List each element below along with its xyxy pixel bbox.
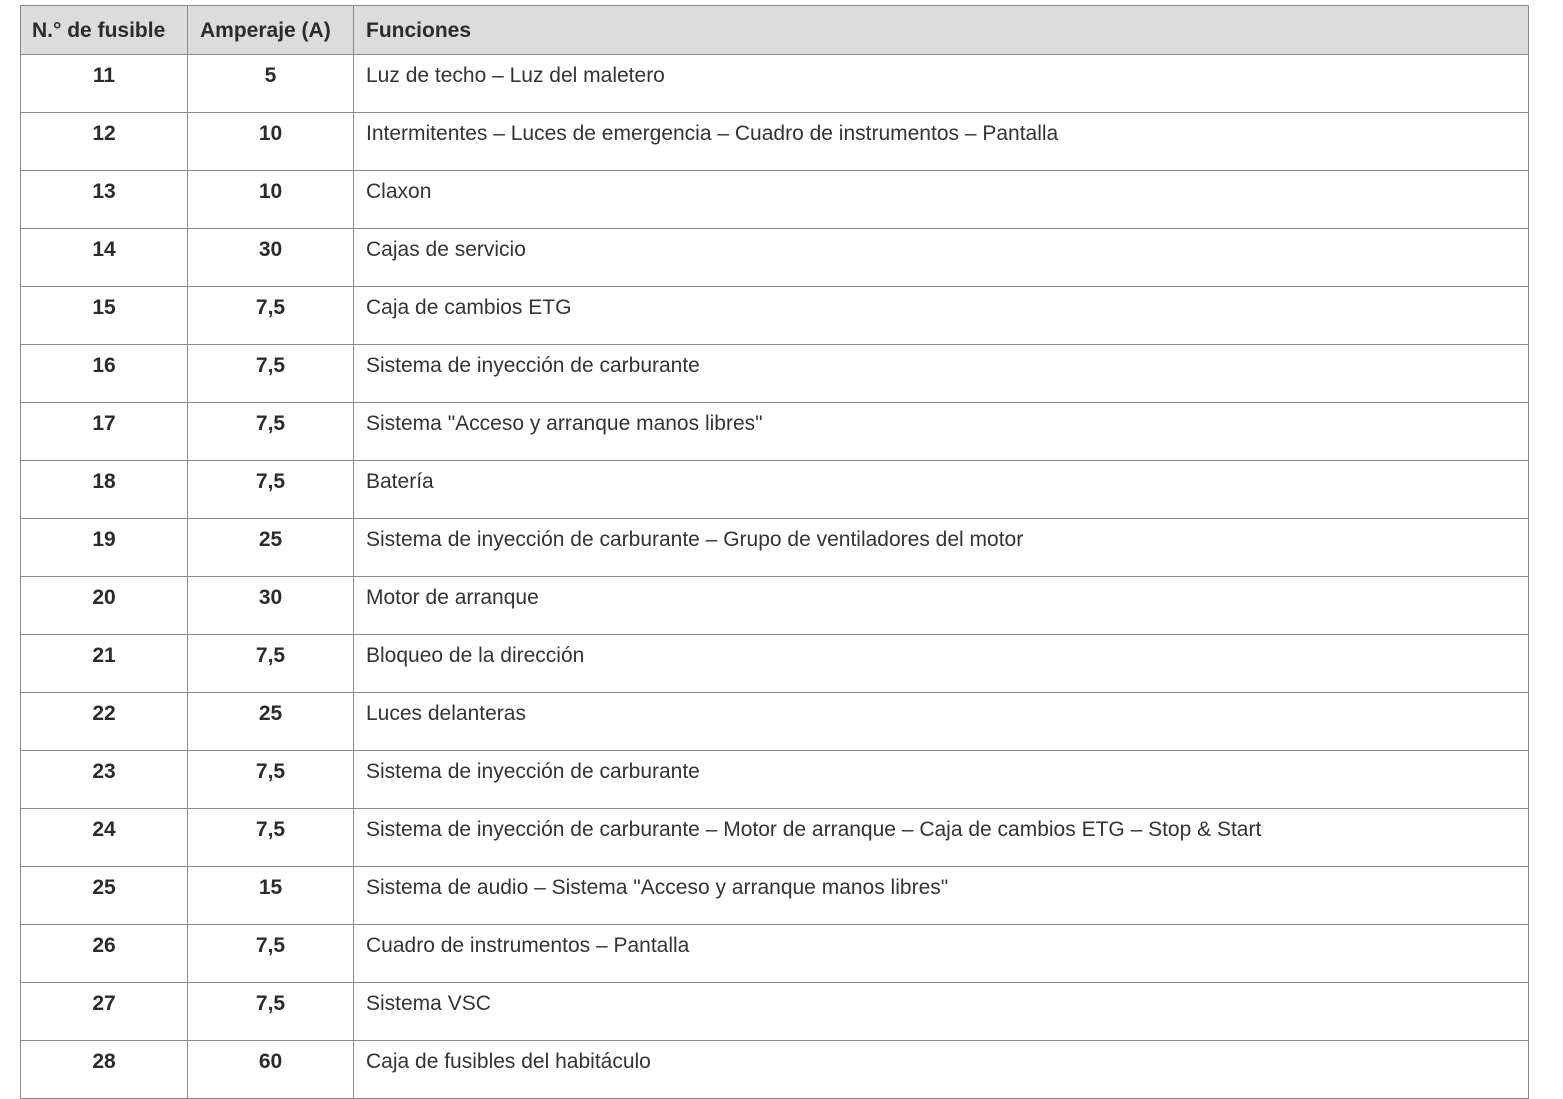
fuse-number-cell: 20 bbox=[21, 577, 188, 635]
table-row bbox=[21, 751, 1529, 809]
amperage-cell: 25 bbox=[188, 693, 354, 751]
table-row bbox=[21, 693, 1529, 751]
table-body bbox=[21, 55, 1529, 1099]
fuse-number-cell: 14 bbox=[21, 229, 188, 287]
table-row bbox=[21, 461, 1529, 519]
functions-cell: Sistema de inyección de carburante bbox=[354, 345, 1529, 403]
amperage-cell: 7,5 bbox=[188, 635, 354, 693]
fuse-number-cell: 18 bbox=[21, 461, 188, 519]
functions-cell: Sistema de inyección de carburante – Motor de arranque – Caja de cambios ETG – Stop & Start bbox=[354, 809, 1529, 867]
header-amperage: Amperaje (A) bbox=[188, 6, 354, 55]
amperage-cell: 7,5 bbox=[188, 809, 354, 867]
fuse-number-cell: 15 bbox=[21, 287, 188, 345]
amperage-cell: 7,5 bbox=[188, 751, 354, 809]
fuse-number-cell: 19 bbox=[21, 519, 188, 577]
fuse-number-cell: 17 bbox=[21, 403, 188, 461]
amperage-cell: 15 bbox=[188, 867, 354, 925]
functions-cell: Bloqueo de la dirección bbox=[354, 635, 1529, 693]
table-row bbox=[21, 867, 1529, 925]
fuse-number-cell: 25 bbox=[21, 867, 188, 925]
functions-cell: Motor de arranque bbox=[354, 577, 1529, 635]
functions-cell: Intermitentes – Luces de emergencia – Cuadro de instrumentos – Pantalla bbox=[354, 113, 1529, 171]
amperage-cell: 10 bbox=[188, 113, 354, 171]
functions-cell: Caja de fusibles del habitáculo bbox=[354, 1041, 1529, 1099]
functions-cell: Cajas de servicio bbox=[354, 229, 1529, 287]
amperage-cell: 7,5 bbox=[188, 461, 354, 519]
amperage-cell: 7,5 bbox=[188, 287, 354, 345]
functions-cell: Batería bbox=[354, 461, 1529, 519]
header-fuse-number: N.° de fusible bbox=[21, 6, 188, 55]
fuse-number-cell: 22 bbox=[21, 693, 188, 751]
fuse-number-cell: 13 bbox=[21, 171, 188, 229]
table-row bbox=[21, 229, 1529, 287]
amperage-cell: 7,5 bbox=[188, 925, 354, 983]
table-row bbox=[21, 287, 1529, 345]
fuse-number-cell: 11 bbox=[21, 55, 188, 113]
functions-cell: Claxon bbox=[354, 171, 1529, 229]
amperage-cell: 30 bbox=[188, 229, 354, 287]
table-row bbox=[21, 983, 1529, 1041]
amperage-cell: 7,5 bbox=[188, 983, 354, 1041]
fuse-number-cell: 27 bbox=[21, 983, 188, 1041]
table-row bbox=[21, 809, 1529, 867]
table-row bbox=[21, 403, 1529, 461]
fuse-number-cell: 26 bbox=[21, 925, 188, 983]
amperage-cell: 30 bbox=[188, 577, 354, 635]
fuse-number-cell: 16 bbox=[21, 345, 188, 403]
fuse-number-cell: 12 bbox=[21, 113, 188, 171]
table-header-row bbox=[21, 6, 1529, 55]
amperage-cell: 60 bbox=[188, 1041, 354, 1099]
table-row bbox=[21, 519, 1529, 577]
functions-cell: Luces delanteras bbox=[354, 693, 1529, 751]
functions-cell: Cuadro de instrumentos – Pantalla bbox=[354, 925, 1529, 983]
table-row bbox=[21, 171, 1529, 229]
functions-cell: Sistema "Acceso y arranque manos libres" bbox=[354, 403, 1529, 461]
table-row bbox=[21, 635, 1529, 693]
fuse-number-cell: 23 bbox=[21, 751, 188, 809]
table-row bbox=[21, 577, 1529, 635]
header-functions: Funciones bbox=[354, 6, 1529, 55]
functions-cell: Sistema de audio – Sistema "Acceso y arranque manos libres" bbox=[354, 867, 1529, 925]
functions-cell: Luz de techo – Luz del maletero bbox=[354, 55, 1529, 113]
amperage-cell: 7,5 bbox=[188, 345, 354, 403]
table-row bbox=[21, 113, 1529, 171]
functions-cell: Sistema VSC bbox=[354, 983, 1529, 1041]
table-row bbox=[21, 345, 1529, 403]
table-row bbox=[21, 925, 1529, 983]
functions-cell: Sistema de inyección de carburante – Grupo de ventiladores del motor bbox=[354, 519, 1529, 577]
fuse-number-cell: 28 bbox=[21, 1041, 188, 1099]
fuse-number-cell: 21 bbox=[21, 635, 188, 693]
amperage-cell: 25 bbox=[188, 519, 354, 577]
table-row bbox=[21, 55, 1529, 113]
amperage-cell: 5 bbox=[188, 55, 354, 113]
amperage-cell: 7,5 bbox=[188, 403, 354, 461]
amperage-cell: 10 bbox=[188, 171, 354, 229]
functions-cell: Sistema de inyección de carburante bbox=[354, 751, 1529, 809]
functions-cell: Caja de cambios ETG bbox=[354, 287, 1529, 345]
fuse-number-cell: 24 bbox=[21, 809, 188, 867]
table-row bbox=[21, 1041, 1529, 1099]
fuse-table bbox=[20, 5, 1529, 1099]
